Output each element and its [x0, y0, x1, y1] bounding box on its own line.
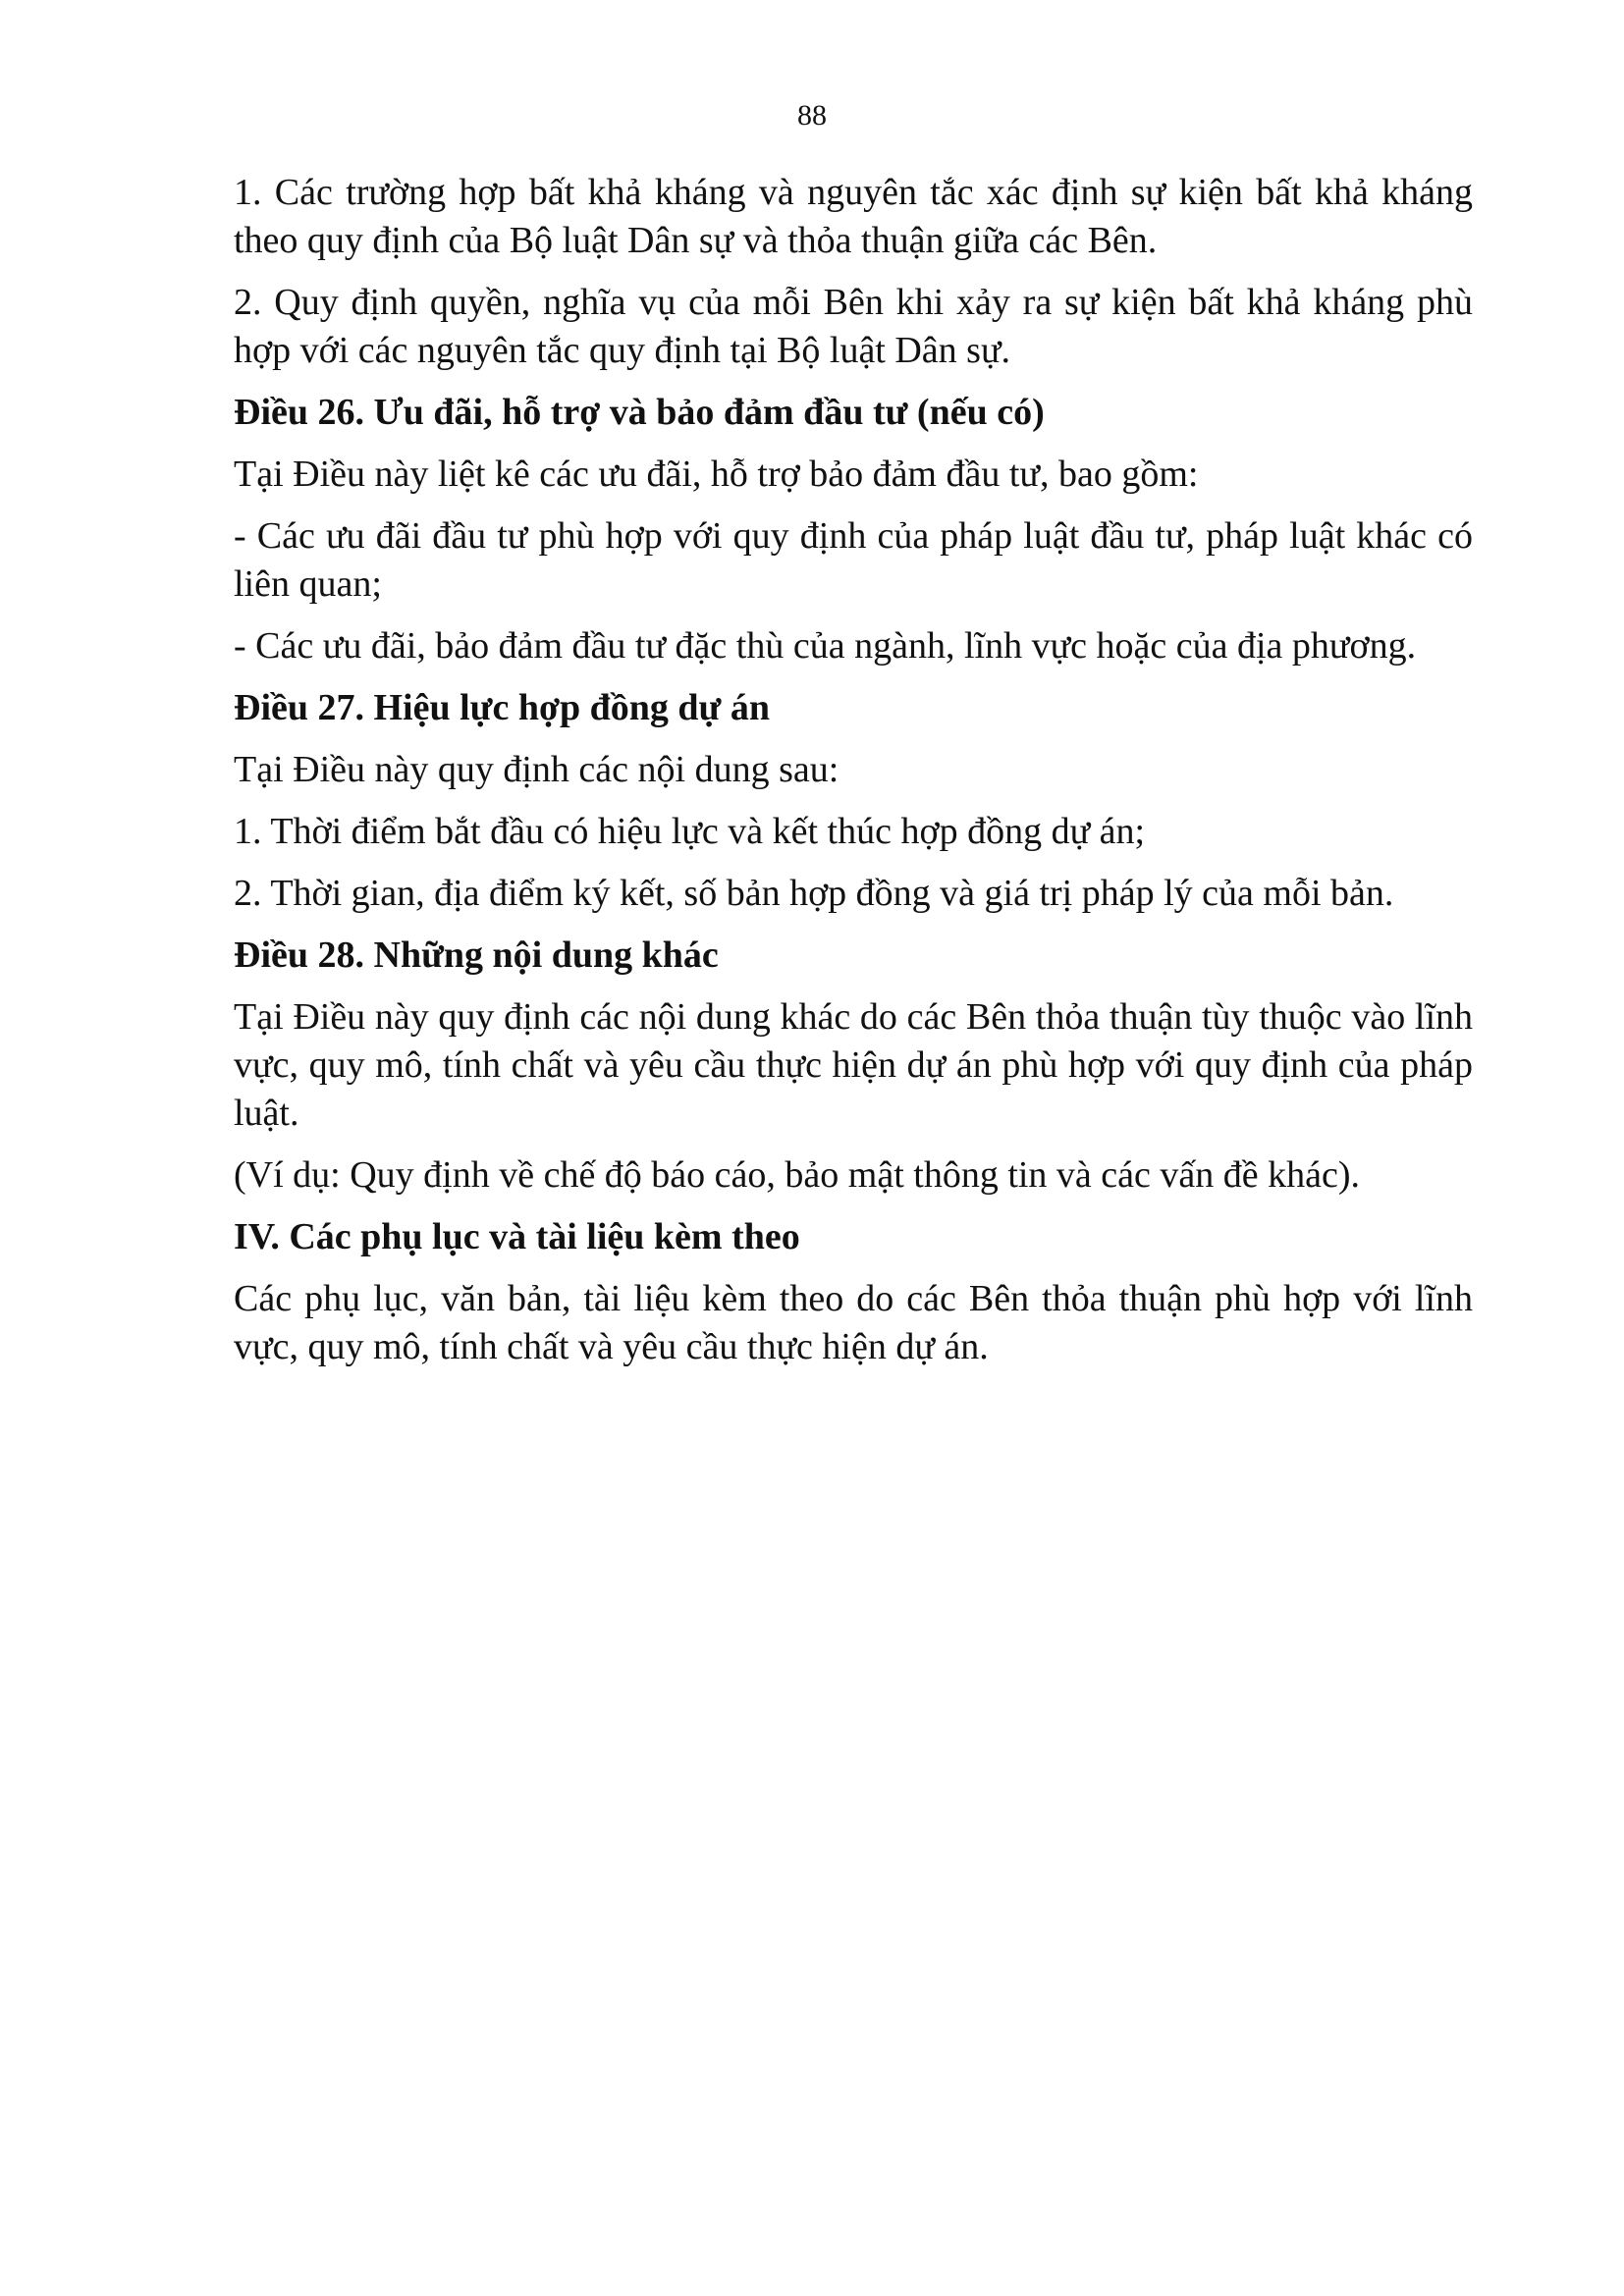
force-majeure-clause-1: 1. Các trường hợp bất khả kháng và nguyên tắc xác định sự kiện bất khả kháng theo quy định của Bộ luật Dân sự và thỏa thuận giữa các Bên.	[234, 172, 1473, 261]
article-27-intro: Tại Điều này quy định các nội dung sau:	[234, 749, 839, 790]
article-27-item-2: 2. Thời gian, địa điểm ký kết, số bản hợp đồng và giá trị pháp lý của mỗi bản.	[234, 873, 1394, 914]
article-26-heading: Điều 26. Ưu đãi, hỗ trợ và bảo đảm đầu tư (nếu có)	[234, 392, 1045, 433]
page-number: 88	[797, 99, 827, 132]
article-26-item-2: - Các ưu đãi, bảo đảm đầu tư đặc thù của ngành, lĩnh vực hoặc của địa phương.	[234, 625, 1417, 667]
section-iv-body: Các phụ lục, văn bản, tài liệu kèm theo do các Bên thỏa thuận phù hợp với lĩnh vực, quy mô, tính chất và yêu cầu thực hiện dự án.	[234, 1278, 1473, 1367]
article-28-example: (Ví dụ: Quy định về chế độ báo cáo, bảo mật thông tin và các vấn đề khác).	[234, 1154, 1361, 1196]
article-27-heading: Điều 27. Hiệu lực hợp đồng dự án	[234, 687, 770, 728]
document-body	[234, 169, 1473, 1385]
article-26-item-1: - Các ưu đãi đầu tư phù hợp với quy định của pháp luật đầu tư, pháp luật khác có liên quan;	[234, 515, 1473, 605]
article-28-heading: Điều 28. Những nội dung khác	[234, 934, 719, 976]
article-28-body: Tại Điều này quy định các nội dung khác do các Bên thỏa thuận tùy thuộc vào lĩnh vực, quy mô, tính chất và yêu cầu thực hiện dự án phù hợp với quy định của pháp luật.	[234, 996, 1473, 1134]
section-iv-heading: IV. Các phụ lục và tài liệu kèm theo	[234, 1216, 800, 1257]
article-27-item-1: 1. Thời điểm bắt đầu có hiệu lực và kết thúc hợp đồng dự án;	[234, 811, 1146, 852]
article-26-intro: Tại Điều này liệt kê các ưu đãi, hỗ trợ bảo đảm đầu tư, bao gồm:	[234, 454, 1199, 495]
force-majeure-clause-2: 2. Quy định quyền, nghĩa vụ của mỗi Bên khi xảy ra sự kiện bất khả kháng phù hợp với các nguyên tắc quy định tại Bộ luật Dân sự.	[234, 282, 1473, 371]
